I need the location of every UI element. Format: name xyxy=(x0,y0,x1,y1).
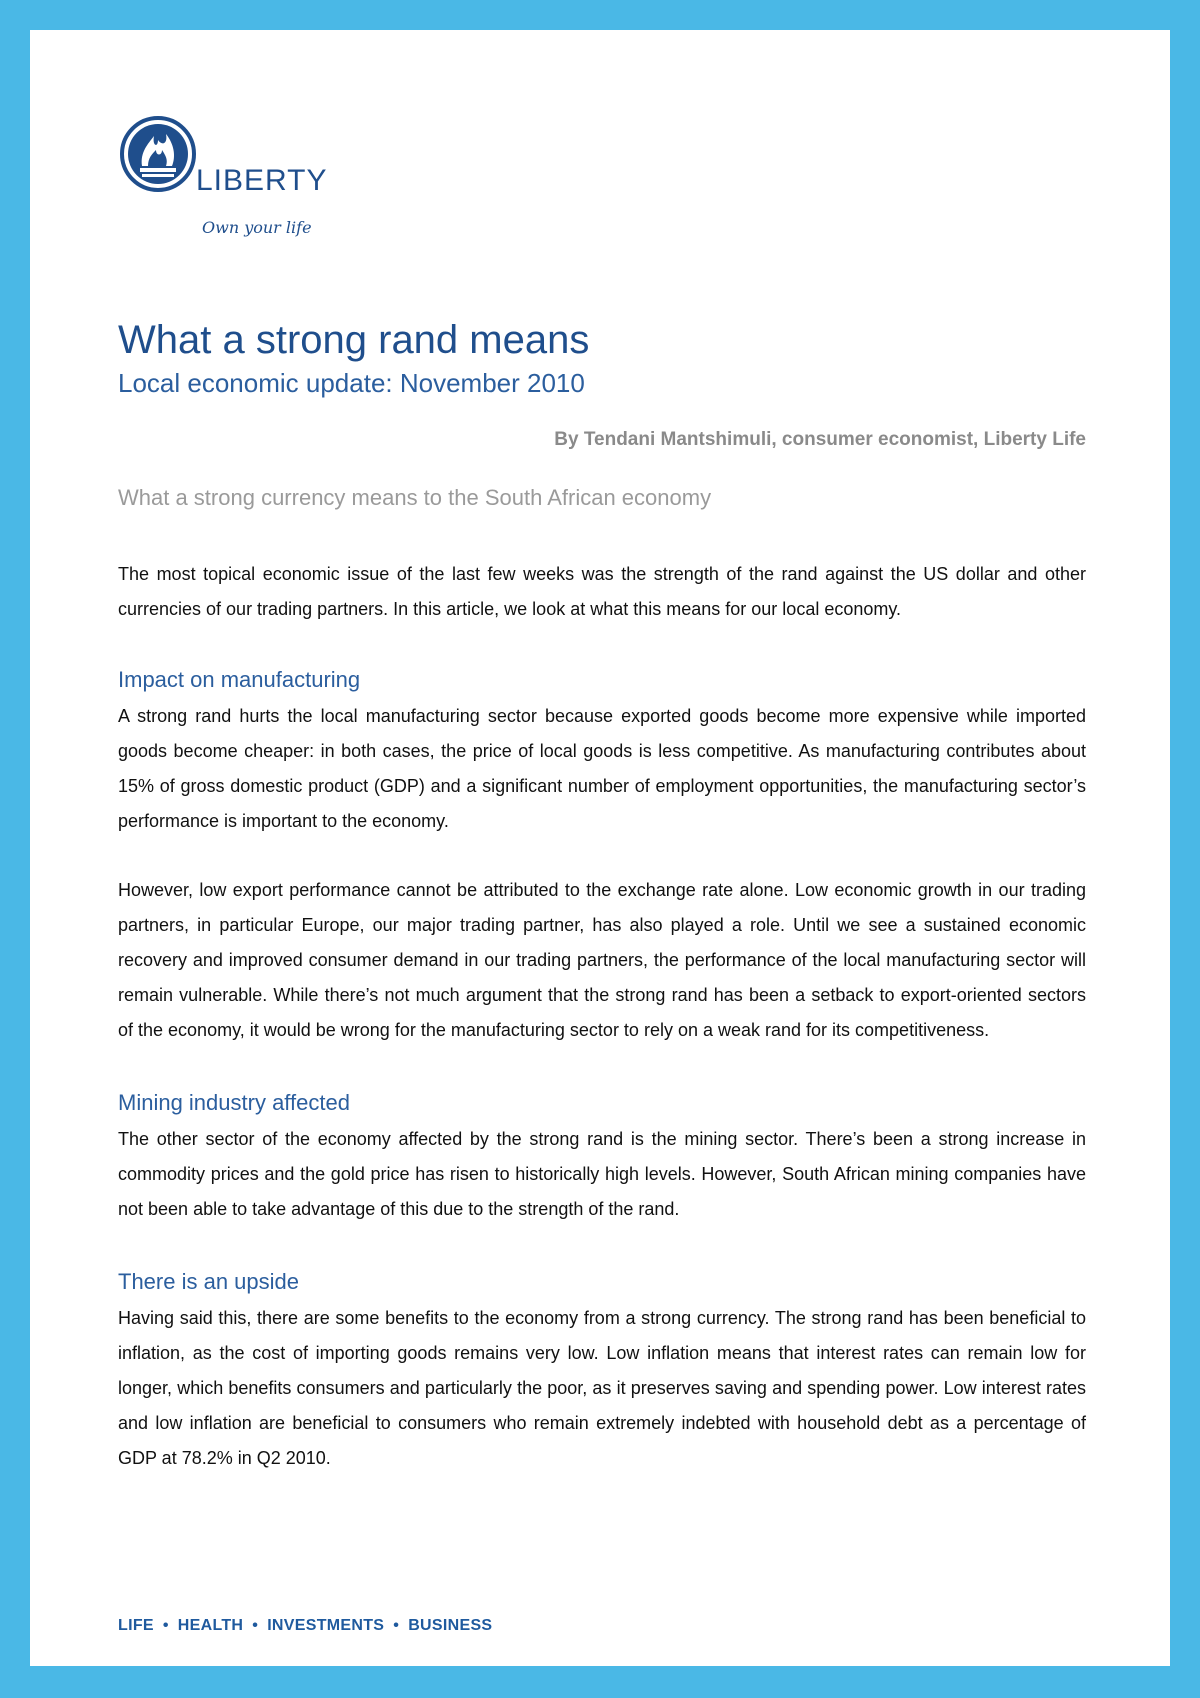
page-subtitle: Local economic update: November 2010 xyxy=(118,368,585,398)
author-byline: By Tendani Mantshimuli, consumer economist, Liberty Life xyxy=(554,429,1086,450)
footer-separator: • xyxy=(252,1617,259,1634)
footer-item-health: HEALTH xyxy=(177,1617,244,1634)
intro-heading: What a strong currency means to the South African economy xyxy=(118,485,712,510)
footer-tagline xyxy=(118,1617,492,1635)
intro-paragraph: The most topical economic issue of the last few weeks was the strength of the rand against the US dollar and other currencies of our trading partners. In this article, we look at what this means for our local economy. xyxy=(118,564,1086,619)
mining-paragraph: The other sector of the economy affected by the strong rand is the mining sector. There’s been a strong increase in commodity prices and the gold price has risen to historically high levels. However, South African mining companies have not been able to take advantage of this due to the strength of the rand. xyxy=(118,1129,1086,1219)
footer-item-business: BUSINESS xyxy=(408,1617,493,1634)
brand-name: LIBERTY xyxy=(196,164,328,197)
section-heading-manufacturing: Impact on manufacturing xyxy=(118,667,361,692)
upside-paragraph: Having said this, there are some benefits to the economy from a strong currency. The strong rand has been beneficial to inflation, as the cost of importing goods remains very low. Low inflation means that interest rates can remain low for longer, which benefits consumers and particularly the poor, as it preserves saving and spending power. Low interest rates and low inflation are beneficial to consumers who remain extremely indebted with household debt as a percentage of GDP at 78.2% in Q2 2010. xyxy=(118,1308,1086,1468)
manufacturing-paragraph-1: A strong rand hurts the local manufacturing sector because exported goods become more expensive while imported goods become cheaper: in both cases, the price of local goods is less competitive. As manufacturing contributes about 15% of gross domestic product (GDP) and a significant number of employment opportunities, the manufacturing sector’s performance is important to the economy. xyxy=(118,706,1086,831)
document-page xyxy=(30,30,1170,1666)
footer-separator: • xyxy=(393,1617,400,1634)
page-title: What a strong rand means xyxy=(118,318,590,362)
liberty-flame-icon xyxy=(118,114,198,194)
section-heading-upside: There is an upside xyxy=(118,1269,299,1294)
liberty-logo xyxy=(118,114,358,254)
footer-separator: • xyxy=(162,1617,169,1634)
section-heading-mining: Mining industry affected xyxy=(118,1090,350,1115)
footer-item-investments: INVESTMENTS xyxy=(267,1617,385,1634)
manufacturing-paragraph-2: However, low export performance cannot be attributed to the exchange rate alone. Low economic growth in our trading partners, in particular Europe, our major trading partner, has also played a role. Until we see a sustained economic recovery and improved consumer demand in our trading partners, the performance of the local manufacturing sector will remain vulnerable. While there’s not much argument that the strong rand has been a setback to export-oriented sectors of the economy, it would be wrong for the manufacturing sector to rely on a weak rand for its competitiveness. xyxy=(118,880,1086,1040)
brand-tagline: Own your life xyxy=(202,218,312,237)
article-body xyxy=(118,557,1086,1476)
footer-item-life: LIFE xyxy=(118,1617,154,1634)
